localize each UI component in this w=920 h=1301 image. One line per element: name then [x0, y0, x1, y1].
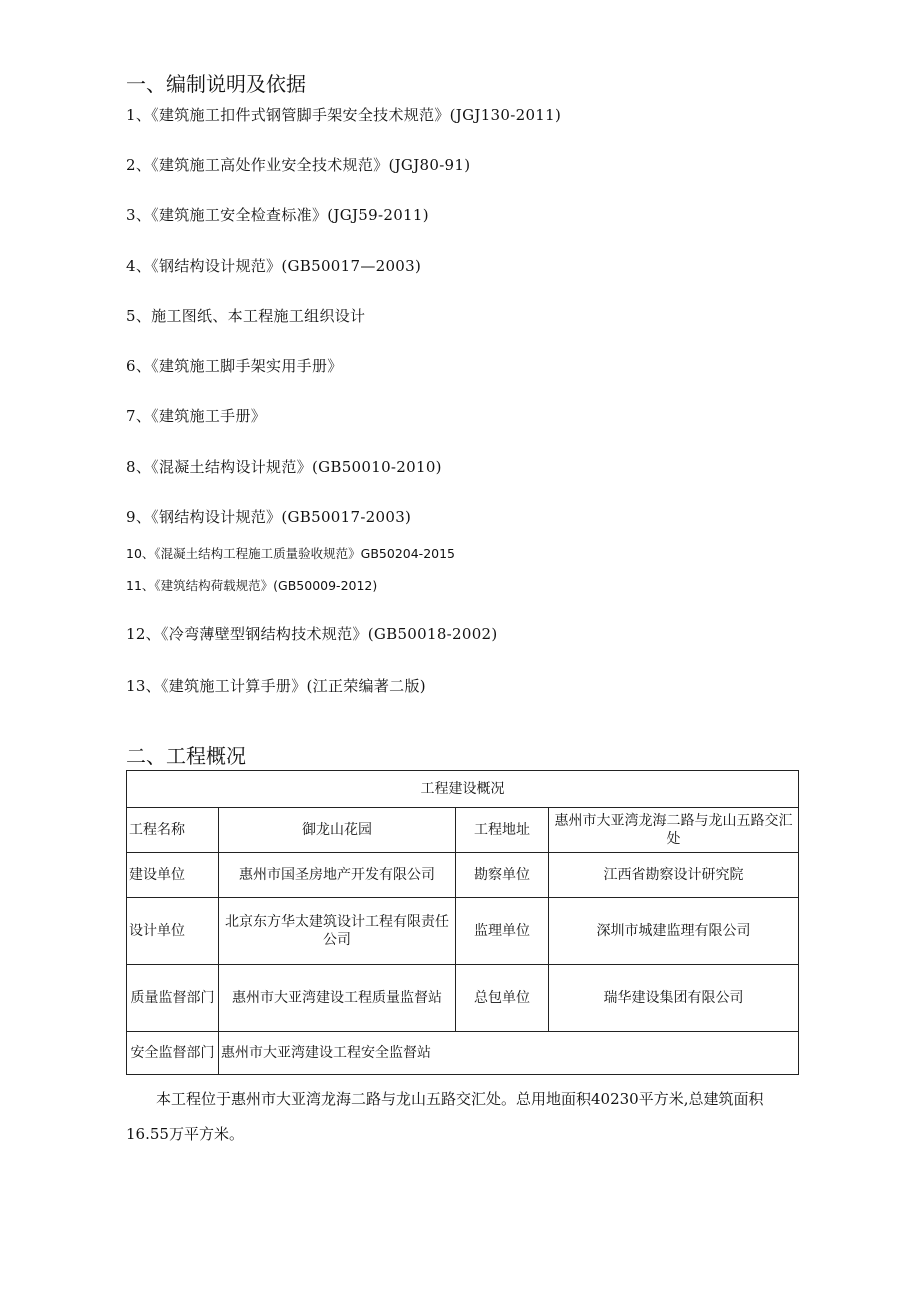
label-general-contractor: 总包单位	[456, 965, 549, 1032]
table-caption: 工程建设概况	[127, 771, 799, 808]
project-description: 本工程位于惠州市大亚湾龙海二路与龙山五路交汇处。总用地面积40230平方米,总建筑面积16.55万平方米。	[126, 1090, 764, 1143]
reference-item: 13、《建筑施工计算手册》(江正荣编著二版)	[126, 677, 426, 695]
table-caption-row	[127, 771, 799, 808]
value-quality-supervision: 惠州市大亚湾建设工程质量监督站	[219, 965, 456, 1032]
reference-item: 8、《混凝土结构设计规范》(GB50010-2010)	[126, 458, 442, 476]
reference-item: 6、《建筑施工脚手架实用手册》	[126, 357, 343, 375]
reference-item: 1、《建筑施工扣件式钢管脚手架安全技术规范》(JGJ130-2011)	[126, 106, 562, 124]
value-supervision-unit: 深圳市城建监理有限公司	[549, 898, 799, 965]
value-project-address: 惠州市大亚湾龙海二路与龙山五路交汇处	[549, 808, 799, 853]
reference-item: 10、《混凝土结构工程施工质量验收规范》GB50204-2015	[126, 546, 456, 561]
label-project-name: 工程名称	[127, 808, 219, 853]
label-safety-supervision: 安全监督部门	[127, 1032, 219, 1075]
table-row	[127, 853, 799, 898]
table-row	[127, 1032, 799, 1075]
reference-item: 2、《建筑施工高处作业安全技术规范》(JGJ80-91)	[126, 156, 471, 174]
table-row	[127, 808, 799, 853]
label-project-address: 工程地址	[456, 808, 549, 853]
reference-item: 4、《钢结构设计规范》(GB50017—2003)	[126, 257, 422, 275]
label-survey-unit: 勘察单位	[456, 853, 549, 898]
section-1-title: 一、编制说明及依据	[126, 72, 306, 96]
reference-item: 12、《冷弯薄壁型钢结构技术规范》(GB50018-2002)	[126, 625, 498, 643]
value-project-name: 御龙山花园	[219, 808, 456, 853]
value-general-contractor: 瑞华建设集团有限公司	[549, 965, 799, 1032]
table-row	[127, 898, 799, 965]
value-survey-unit: 江西省勘察设计研究院	[549, 853, 799, 898]
label-design-unit: 设计单位	[127, 898, 219, 965]
project-overview-table	[126, 770, 799, 1075]
reference-item: 11、《建筑结构荷载规范》(GB50009-2012)	[126, 578, 378, 593]
reference-item: 5、施工图纸、本工程施工组织设计	[126, 307, 366, 325]
section-2-title: 二、工程概况	[126, 744, 246, 768]
value-developer: 惠州市国圣房地产开发有限公司	[219, 853, 456, 898]
reference-item: 7、《建筑施工手册》	[126, 407, 267, 425]
label-developer: 建设单位	[127, 853, 219, 898]
value-design-unit: 北京东方华太建筑设计工程有限责任公司	[219, 898, 456, 965]
table-row	[127, 965, 799, 1032]
value-safety-supervision: 惠州市大亚湾建设工程安全监督站	[219, 1032, 799, 1075]
label-quality-supervision: 质量监督部门	[127, 965, 219, 1032]
reference-item: 9、《钢结构设计规范》(GB50017-2003)	[126, 508, 412, 526]
reference-item: 3、《建筑施工安全检查标准》(JGJ59-2011)	[126, 206, 429, 224]
label-supervision-unit: 监理单位	[456, 898, 549, 965]
